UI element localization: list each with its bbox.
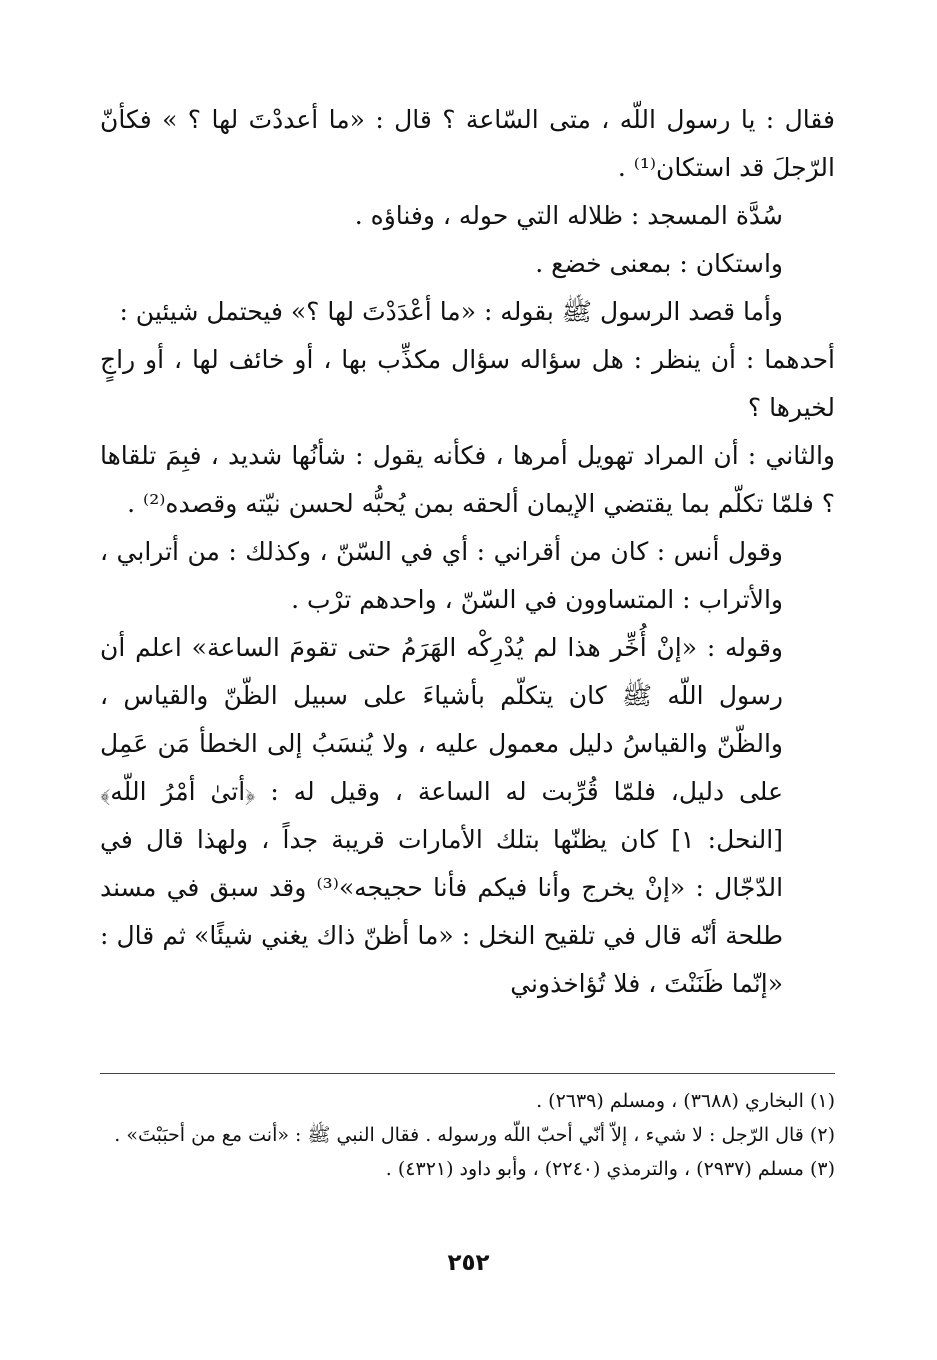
main-text	[100, 96, 835, 1008]
paragraph-2: سُدَّة المسجد : ظلاله التي حوله ، وفناؤه .	[354, 201, 783, 230]
footnote-2: (٢) قال الرّجل : لا شيء ، إلاّ أنّي أحبّ اللّه ورسوله . فقال النبي ﷺ : «أنت مع من أحبَبْتَ» .	[114, 1124, 835, 1146]
paragraph-3: واستكان : بمعنى خضع .	[535, 249, 783, 278]
paragraph-7: وقول أنس : كان من أقراني : أي في السّنّ ، وكذلك : من أترابي ، والأتراب : المتساوون في السّنّ ، واحدهم ترْب .	[100, 537, 783, 614]
paragraph-4: وأما قصد الرسول ﷺ بقوله : «ما أعْدَدْتَ لها ؟» فيحتمل شيئين :	[119, 297, 783, 326]
paragraph-5: أحدهما : أن ينظر : هل سؤاله سؤال مكذِّب بها ، أو خائف لها ، أو راجٍ لخيرها ؟	[100, 345, 835, 422]
footnote-1: (١) البخاري (٣٦٨٨) ، ومسلم (٢٦٣٩) .	[536, 1090, 835, 1112]
footnotes	[100, 1084, 835, 1186]
paragraph-1: فقال : يا رسول اللّه ، متى السّاعة ؟ قال : «ما أعددْتَ لها ؟ » فكأنّ الرّجلَ قد استكان⁽¹⁾ .	[100, 105, 835, 182]
footnote-3: (٣) مسلم (٢٩٣٧) ، والترمذي (٢٢٤٠) ، وأبو داود (٤٣٢١) .	[385, 1158, 835, 1180]
page-number: ٢٥٢	[447, 1250, 490, 1276]
footnote-separator	[100, 1073, 835, 1074]
paragraph-8: وقوله : «إنْ أُخِّر هذا لم يُدْرِكْه الهَرَمُ حتى تقومَ الساعة» اعلم أن رسول اللّه ﷺ كان يتكلّم بأشياءَ على سبيل الظّنّ والقياس ، والظّنّ والقياسُ دليل معمول عليه ، ولا يُنسَبُ إلى الخطأ مَن عَمِل على دليل، فلمّا قُرِّبت له الساعة ، وقيل له : ﴿أتىٰ أمْرُ اللّه﴾ [النحل: ١] كان يظنّها بتلك الأمارات قريبة جداً ، ولهذا قال في الدّجّال : «إنْ يخرج وأنا فيكم فأنا حجيجه»⁽³⁾ وقد سبق في مسند طلحة أنّه قال في تلقيح النخل : «ما أظنّ ذاك يغني شيئًا» ثم قال : «إنّما ظَنَنْتَ ، فلا تُؤاخذوني	[100, 633, 784, 998]
paragraph-6: والثاني : أن المراد تهويل أمرها ، فكأنه يقول : شأنُها شديد ، فبِمَ تلقاها ؟ فلمّا تكلّم بما يقتضي الإيمان ألحقه بمن يُحبُّه لحسن نيّته وقصده⁽²⁾ .	[100, 441, 835, 518]
